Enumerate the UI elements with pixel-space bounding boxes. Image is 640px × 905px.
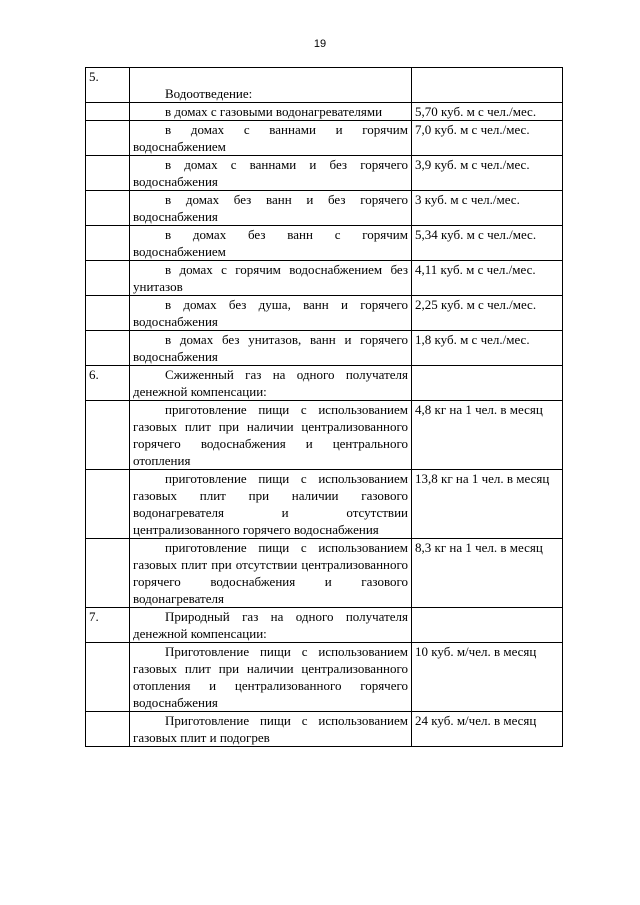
table-row	[86, 331, 563, 366]
norm-value-cell: 7,0 куб. м с чел./мес.	[412, 121, 563, 156]
row-number-cell	[86, 712, 130, 747]
description-text: Сжиженный газ на одного получателя денежной компенсации:	[133, 367, 408, 399]
description-text: Приготовление пищи с использованием газовых плит при наличии централизованного отопления и централизованного горячего водоснабжения	[133, 644, 408, 710]
row-number-cell	[86, 156, 130, 191]
norm-value-cell: 4,8 кг на 1 чел. в месяц	[412, 401, 563, 470]
description-cell	[130, 539, 412, 608]
norm-value-cell: 4,11 куб. м с чел./мес.	[412, 261, 563, 296]
row-number-cell	[86, 191, 130, 226]
description-text: Водоотведение:	[165, 86, 253, 101]
norm-value-cell: 2,25 куб. м с чел./мес.	[412, 296, 563, 331]
row-number-cell	[86, 261, 130, 296]
table-row	[86, 539, 563, 608]
table-row	[86, 261, 563, 296]
row-number-cell	[86, 401, 130, 470]
table-row	[86, 470, 563, 539]
norm-value-cell	[412, 608, 563, 643]
table-row	[86, 191, 563, 226]
description-text: в домах с ваннами и без горячего водоснабжения	[133, 157, 408, 189]
description-text: Приготовление пищи с использованием газовых плит и подогрев	[133, 713, 408, 745]
description-cell	[130, 103, 412, 121]
norm-value-cell: 5,70 куб. м с чел./мес.	[412, 103, 563, 121]
table-row	[86, 103, 563, 121]
table-row	[86, 68, 563, 103]
description-cell	[130, 296, 412, 331]
norm-value-cell: 13,8 кг на 1 чел. в месяц	[412, 470, 563, 539]
norm-value-cell: 24 куб. м/чел. в месяц	[412, 712, 563, 747]
description-text: в домах без ванн с горячим водоснабжением	[133, 227, 408, 259]
page-number: 19	[313, 38, 327, 50]
norm-value-cell: 1,8 куб. м с чел./мес.	[412, 331, 563, 366]
table-row	[86, 156, 563, 191]
description-cell	[130, 366, 412, 401]
row-number-cell	[86, 103, 130, 121]
description-text: в домах с ваннами и горячим водоснабжением	[133, 122, 408, 154]
row-number-cell	[86, 121, 130, 156]
description-text: приготовление пищи с использованием газовых плит при отсутствии централизованного горячего водоснабжения и газового водонагревателя	[133, 540, 408, 606]
table-row	[86, 712, 563, 747]
row-number-cell: 7.	[86, 608, 130, 643]
description-cell	[130, 401, 412, 470]
norm-value-cell	[412, 366, 563, 401]
description-text: в домах без душа, ванн и горячего водоснабжения	[133, 297, 408, 329]
description-cell	[130, 608, 412, 643]
description-text: в домах без унитазов, ванн и горячего водоснабжения	[133, 332, 408, 364]
description-cell	[130, 226, 412, 261]
norm-value-cell: 3,9 куб. м с чел./мес.	[412, 156, 563, 191]
description-cell	[130, 261, 412, 296]
description-text: в домах без ванн и без горячего водоснабжения	[133, 192, 408, 224]
description-text: в домах с газовыми водонагревателями	[165, 104, 383, 119]
row-number-cell: 6.	[86, 366, 130, 401]
table-row	[86, 121, 563, 156]
table-row	[86, 401, 563, 470]
norms-table	[85, 67, 563, 747]
description-text: приготовление пищи с использованием газовых плит при наличии централизованного горячего водоснабжения и центрального отопления	[133, 402, 408, 468]
table-row	[86, 608, 563, 643]
table-row	[86, 366, 563, 401]
description-cell	[130, 470, 412, 539]
table-row	[86, 226, 563, 261]
row-number-cell	[86, 226, 130, 261]
norm-value-cell: 10 куб. м/чел. в месяц	[412, 643, 563, 712]
row-number-cell	[86, 470, 130, 539]
row-number-cell	[86, 296, 130, 331]
table-row	[86, 296, 563, 331]
description-cell	[130, 712, 412, 747]
row-number-cell	[86, 539, 130, 608]
description-cell	[130, 121, 412, 156]
description-text: в домах с горячим водоснабжением без унитазов	[133, 262, 408, 294]
description-text: приготовление пищи с использованием газовых плит при наличии газового водонагревателя и отсутствии централизованного горячего водоснабжения	[133, 471, 408, 537]
description-cell	[130, 331, 412, 366]
description-cell	[130, 68, 412, 103]
description-cell	[130, 191, 412, 226]
norm-value-cell	[412, 68, 563, 103]
description-cell	[130, 643, 412, 712]
row-number-cell	[86, 643, 130, 712]
norm-value-cell: 8,3 кг на 1 чел. в месяц	[412, 539, 563, 608]
table-row	[86, 643, 563, 712]
norm-value-cell: 3 куб. м с чел./мес.	[412, 191, 563, 226]
description-text: Природный газ на одного получателя денежной компенсации:	[133, 609, 408, 641]
description-cell	[130, 156, 412, 191]
blank-line	[133, 68, 408, 85]
row-number-cell: 5.	[86, 68, 130, 103]
norm-value-cell: 5,34 куб. м с чел./мес.	[412, 226, 563, 261]
row-number-cell	[86, 331, 130, 366]
